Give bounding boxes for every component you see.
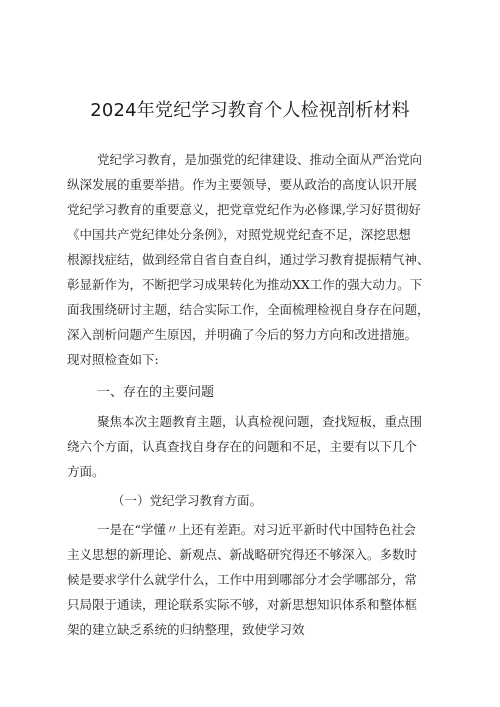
intro-line: 党纪学习教育，是加强党的纪律建设、推动全面从严治党向 [97, 152, 423, 167]
subsection-line: 主义思想的新理论、新观点、新战略研究得还不够深入。多数时 [67, 547, 418, 562]
intro-line: 纵深发展的重要举措。作为主要领导，要从政治的高度认识开展 [67, 177, 418, 192]
intro-line: 现对照检查如下: [67, 352, 159, 367]
subsection-line: 架的建立缺乏系统的归纳整理，致使学习效 [67, 622, 305, 637]
intro-line: 彰显新作为，不断把学习成果转化为推动XX工作的强大动力。下 [67, 277, 423, 292]
intro-line: 根源找症结，做到经常自省自查自纠，通过学习教育提振精气神、 [67, 252, 430, 267]
intro-line: 党纪学习教育的重要意义，把党章党纪作为必修课,学习好贯彻好 [67, 202, 421, 217]
intro-line: 面我围绕研讨主题，结合实际工作，全面梳理检视自身存在问题， [67, 302, 430, 317]
section-line: 聚焦本次主题教育主题，认真检视问题，查找短板，重点围 [97, 414, 423, 429]
subsection-line: 候是要求学什么就学什么，工作中用到哪部分才会学哪部分，常 [67, 572, 418, 587]
subsection-line: 一是在“学懂〃上还有差距。对习近平新时代中国特色社会 [97, 522, 416, 537]
section-heading: 一、存在的主要问题 [97, 385, 215, 400]
section-line: 绕六个方面，认真查找自身存在的问题和不足，主要有以下几个 [67, 439, 418, 454]
subsection-line: 只局限于通读，理论联系实际不够，对新思想知识体系和整体框 [67, 597, 418, 612]
section-line: 方面。 [67, 464, 105, 479]
subsection-heading: （一）党纪学习教育方面。 [112, 493, 263, 508]
intro-line: 深入剖析问题产生原因，并明确了今后的努力方向和改进措施。 [67, 327, 418, 342]
intro-line: 《中国共产党纪律处分条例》，对照党规党纪查不足，深挖思想 [67, 227, 411, 242]
document-title: 2024年党纪学习教育个人检视剖析材料 [90, 100, 410, 121]
